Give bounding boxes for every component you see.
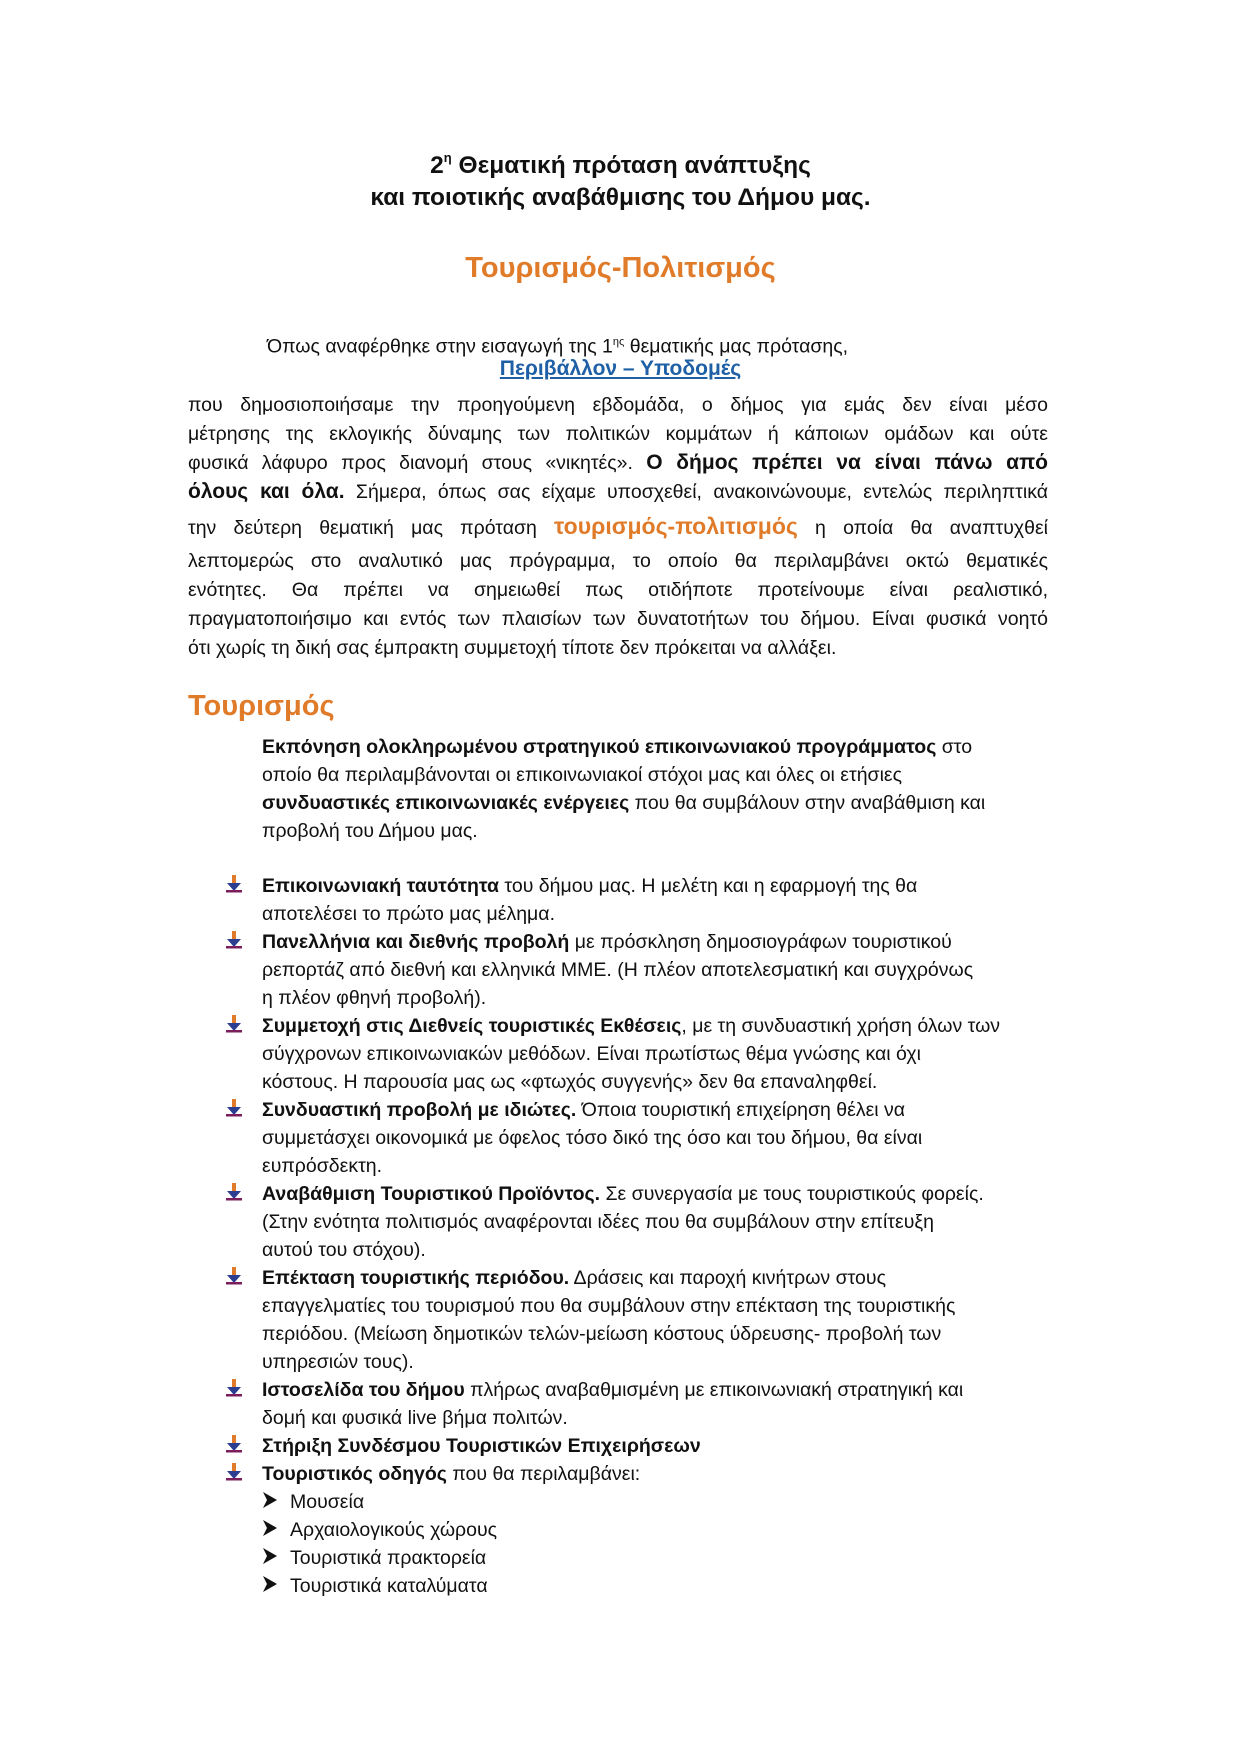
bullet-item-continuation: συμμετάσχει οικονομικά με όφελος τόσο δικό της όσο και του δήμου, θα είναι [262, 1127, 923, 1149]
lead-line: Εκπόνηση ολοκληρωμένου στρατηγικού επικοινωνιακού προγράμματος στο [262, 736, 973, 758]
arrow-down-bullet-icon [224, 930, 244, 950]
paragraph-line: που δημοσιοποιήσαμε την προηγούμενη εβδομάδα, ο δήμος για εμάς δεν είναι μέσο [188, 394, 1048, 416]
bullet-item-continuation: κόστους. Η παρουσία μας ως «φτωχός συγγενής» δεν θα επαναληφθεί. [262, 1071, 878, 1093]
arrowhead-right-icon [262, 1491, 278, 1514]
paragraph-line: πραγματοποιήσιμο και εντός των πλαισίων των δυνατοτήτων του δήμου. Είναι φυσικά νοητό [188, 608, 1048, 630]
arrow-down-bullet-icon [224, 874, 244, 894]
bullet-item: Αναβάθμιση Τουριστικού Προϊόντος. Σε συνεργασία με τους τουριστικούς φορείς. [262, 1183, 984, 1205]
bullet-item: Επέκταση τουριστικής περιόδου. Δράσεις και παροχή κινήτρων στους [262, 1267, 886, 1289]
arrow-down-bullet-icon [224, 1266, 244, 1286]
bullet-item: Ιστοσελίδα του δήμου πλήρως αναβαθμισμένη με επικοινωνιακή στρατηγική και [262, 1379, 964, 1401]
arrowhead-right-icon [262, 1575, 278, 1598]
section-title: Τουρισμός-Πολιτισμός [465, 252, 776, 284]
bullet-item-continuation: (Στην ενότητα πολιτισμός αναφέρονται ιδέες που θα συμβάλουν στην επίτευξη [262, 1211, 934, 1233]
paragraph-line: λεπτομερώς στο αναλυτικό μας πρόγραμμα, το οποίο θα περιλαμβάνει οκτώ θεματικές [188, 550, 1048, 572]
bullet-item: Πανελλήνια και διεθνής προβολή με πρόσκληση δημοσιογράφων τουριστικού [262, 931, 952, 953]
sub-list-item: Μουσεία [290, 1491, 365, 1513]
document-title-line2: και ποιοτικής αναβάθμισης του Δήμου μας. [370, 184, 871, 211]
bullet-item-continuation: δομή και φυσικά live βήμα πολιτών. [262, 1407, 568, 1429]
lead-line: οποίο θα περιλαμβάνονται οι επικοινωνιακοί στόχοι μας και όλες οι ετήσιες [262, 764, 902, 786]
bullet-item-continuation: αποτελέσει το πρώτο μας μέλημα. [262, 903, 555, 925]
paragraph-line: φυσικά λάφυρο προς διανομή στους «νικητές». Ο δήμος πρέπει να είναι πάνω από [188, 451, 1048, 474]
bullet-item-continuation: αυτού του στόχου). [262, 1239, 426, 1261]
bullet-item-continuation: η πλέον φθηνή προβολή). [262, 987, 487, 1009]
paragraph-line: όλους και όλα. Σήμερα, όπως σας είχαμε υποσχεθεί, ανακοινώνουμε, εντελώς περιληπτικά [188, 480, 1048, 503]
lead-line: συνδυαστικές επικοινωνιακές ενέργειες που θα συμβάλουν στην αναβάθμιση και [262, 792, 986, 814]
lead-line: προβολή του Δήμου μας. [262, 820, 478, 842]
document-title-line1: $2^\eta$ Θεματική πρόταση ανάπτυξης [430, 149, 811, 179]
intro-line: Όπως αναφέρθηκε στην εισαγωγή της $1^{\eta\varsigma}$ θεματικής μας πρότασης, [267, 335, 849, 358]
bullet-item: Συμμετοχή στις Διεθνείς τουριστικές Εκθέσεις, με τη συνδυαστική χρήση όλων των [262, 1015, 1001, 1037]
arrow-down-bullet-icon [224, 1462, 244, 1482]
arrowhead-right-icon [262, 1547, 278, 1570]
arrow-down-bullet-icon [224, 1098, 244, 1118]
arrow-down-bullet-icon [224, 1182, 244, 1202]
arrow-down-bullet-icon [224, 1014, 244, 1034]
arrow-down-bullet-icon [224, 1434, 244, 1454]
link-title[interactable]: Περιβάλλον – Υποδομές [499, 357, 742, 380]
bullet-item-continuation: επαγγελματίες του τουρισμού που θα συμβάλουν στην επέκταση της τουριστικής [262, 1295, 956, 1317]
bullet-item: Στήριξη Συνδέσμου Τουριστικών Επιχειρήσεων [262, 1435, 701, 1457]
bullet-item-continuation: περιόδου. (Μείωση δημοτικών τελών-μείωση κόστους ύδρευσης- προβολή των [262, 1323, 942, 1345]
sub-list-item: Τουριστικά καταλύματα [290, 1575, 488, 1597]
bullet-item-continuation: ευπρόσδεκτη. [262, 1155, 383, 1177]
tourism-heading: Τουρισμός [188, 690, 335, 722]
sub-list-item: Τουριστικά πρακτορεία [290, 1547, 487, 1569]
bullet-item-continuation: σύγχρονων επικοινωνιακών μεθόδων. Είναι πρωτίστως θέμα γνώσης και όχι [262, 1043, 921, 1065]
paragraph-line: ότι χωρίς τη δική σας έμπρακτη συμμετοχή τίποτε δεν πρόκειται να αλλάξει. [188, 637, 837, 659]
arrow-down-bullet-icon [224, 1378, 244, 1398]
bullet-item-continuation: υπηρεσιών τους). [262, 1351, 414, 1373]
bullet-item-continuation: ρεπορτάζ από διεθνή και ελληνικά ΜΜΕ. (Η πλέον αποτελεσματική και συγχρόνως [262, 959, 974, 981]
sub-list-item: Αρχαιολογικούς χώρους [290, 1519, 498, 1541]
paragraph-line: ενότητες. Θα πρέπει να σημειωθεί πως οτιδήποτε προτείνουμε είναι ρεαλιστικό, [188, 579, 1048, 601]
bullet-item: Συνδυαστική προβολή με ιδιώτες. Όποια τουριστική επιχείρηση θέλει να [262, 1099, 906, 1121]
paragraph-line: μέτρησης της εκλογικής δύναμης των πολιτικών κομμάτων ή κάποιων ομάδων και ούτε [188, 423, 1048, 445]
bullet-item: Τουριστικός οδηγός που θα περιλαμβάνει: [262, 1463, 641, 1485]
paragraph-line: την δεύτερη θεματική μας πρόταση τουρισμός-πολιτισμός η οποία θα αναπτυχθεί [188, 513, 1048, 539]
bullet-item: Επικοινωνιακή ταυτότητα του δήμου μας. Η μελέτη και η εφαρμογή της θα [262, 875, 918, 897]
arrowhead-right-icon [262, 1519, 278, 1542]
